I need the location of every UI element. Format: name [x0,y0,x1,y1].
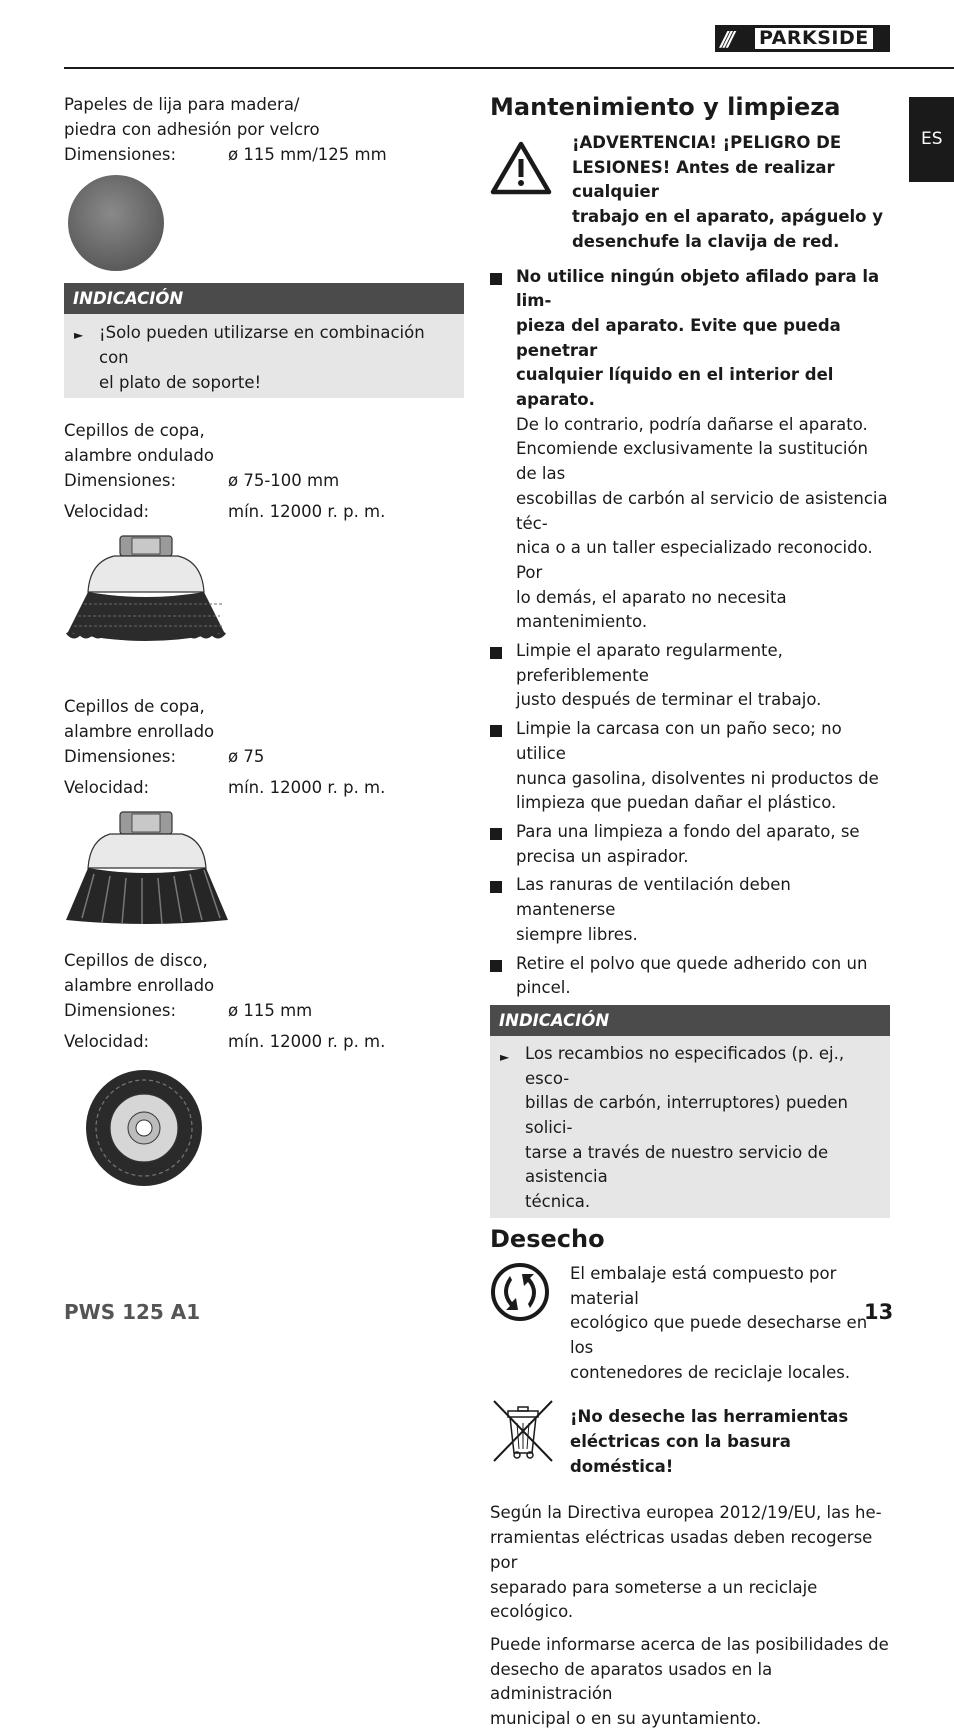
recycle-icon [490,1262,570,1386]
bullet-line: pincel. [516,978,571,998]
weee-block [490,1397,890,1479]
disposal-heading: Desecho [490,1224,605,1253]
bullet-line: Para una limpieza a fondo del aparato, se [516,821,860,841]
cup-twisted-section [64,694,464,936]
speed-label: Velocidad: [64,1032,150,1051]
bullet-line: nunca gasolina, disolventes ni productos de [516,768,879,788]
bullet-bold-line: pieza del aparato. Evite que pueda penetrar [516,315,841,360]
bullet-item [490,639,890,713]
sandpaper-disc-image [66,173,464,275]
note-line: técnica. [525,1192,591,1212]
warning-line: LESIONES! Antes de realizar cualquier [572,157,835,202]
logo-slashes: /// [721,26,731,51]
note-heading: INDICACIÓN [64,283,464,314]
bullet-line: escobillas de carbón al servicio de asistencia téc- [516,488,888,533]
directive-paragraph [490,1501,890,1625]
disc-twisted-speed-row [64,1029,464,1054]
bullet-line: limpieza que puedan dañar el plástico. [516,793,837,813]
note-text-line1: ¡Solo pueden utilizarse en combinación con [99,323,425,367]
cup-twisted-title-line2: alambre enrollado [64,722,215,741]
warning-text [572,131,890,255]
language-tab: ES [909,97,954,182]
note-text-line2: el plato de soporte! [99,373,262,392]
disc-twisted-dim-row [64,998,464,1023]
weee-line: eléctricas con la basura doméstica! [570,1432,791,1476]
paragraph-line: desecho de aparatos usados en la administración [490,1659,773,1704]
bullet-line: justo después de terminar el trabajo. [516,690,822,710]
page-number: 13 [864,1300,894,1324]
crossed-bin-icon [490,1397,570,1479]
recycle-line: contenedores de reciclaje locales. [570,1362,851,1382]
bullet-item [490,952,890,1001]
footer-model: PWS 125 A1 [64,1300,201,1324]
cup-wavy-speed-row [64,499,464,524]
speed-label: Velocidad: [64,502,150,521]
dim-value: ø 75-100 mm [228,471,340,490]
note-line: billas de carbón, interruptores) pueden solici- [525,1093,848,1138]
parkside-logo [715,25,890,52]
paragraph-line: rramientas eléctricas usadas deben recogerse por [490,1528,873,1572]
cup-wavy-title-line1: Cepillos de copa, [64,421,205,440]
bullet-line: nica o a un taller especializado reconocido. Por [516,538,873,582]
paragraph-line: municipal o en su ayuntamiento. [490,1709,762,1729]
maintenance-column [490,92,890,1732]
cup-wavy-section [64,418,464,682]
paragraph-line: Puede informarse acerca de las posibilidades de [490,1634,889,1654]
speed-value: mín. 12000 r. p. m. [228,502,386,521]
bullet-square-icon [490,265,516,636]
weee-line: ¡No deseche las herramientas [570,1407,849,1427]
note-body [490,1036,890,1218]
recycle-text [570,1262,890,1386]
dim-label: Dimensiones: [64,747,177,766]
recycle-line: ecológico que puede desecharse en los [570,1313,868,1357]
bullet-line: precisa un aspirador. [516,846,689,866]
sandpaper-dim-row [64,142,464,167]
bullet-line: Retire el polvo que quede adherido con un [516,953,868,973]
cup-brush-twisted-image [64,808,464,936]
recycle-block [490,1262,890,1386]
cup-twisted-title-line1: Cepillos de copa, [64,697,205,716]
bullet-bold-line: cualquier líquido en el interior del aparato. [516,365,834,410]
bullet-bold-line: No utilice ningún objeto afilado para la lim- [516,266,880,311]
bullet-line: Encomiende exclusivamente la sustitución de las [516,439,869,484]
note-box-right [490,1005,890,1218]
header-rule [64,67,954,69]
cup-brush-wavy-image [64,532,464,682]
bullet-line: lo demás, el aparato no necesita mantenimiento. [516,587,787,632]
paragraph-line: Según la Directiva europea 2012/19/EU, las he- [490,1503,882,1523]
disc-twisted-section [64,948,464,1190]
arrow-icon: ► [500,1049,510,1064]
bullet-square-icon [490,639,516,713]
weee-text [570,1397,890,1479]
warning-triangle-icon [490,131,572,255]
cup-twisted-dim-row [64,744,464,769]
bullet-item [490,820,890,869]
recycle-line: El embalaje está compuesto por material [570,1263,837,1308]
sandpaper-title-line1: Papeles de lija para madera/ [64,95,300,114]
bullet-square-icon [490,952,516,1001]
cup-twisted-speed-row [64,775,464,800]
disc-brush-image [82,1066,464,1190]
speed-value: mín. 12000 r. p. m. [228,1032,386,1051]
arrow-icon: ► [74,328,84,342]
dim-value: ø 115 mm/125 mm [228,145,387,164]
warning-line: trabajo en el aparato, apáguelo y [572,207,884,227]
maintenance-heading: Mantenimiento y limpieza [490,93,841,121]
bullet-item [490,717,890,816]
warning-line: desenchufe la clavija de red. [572,231,840,251]
logo-brand: PARKSIDE [755,28,873,49]
bullet-square-icon [490,717,516,816]
bullet-item [490,873,890,947]
disc-twisted-title-line1: Cepillos de disco, [64,951,208,970]
cup-wavy-title-line2: alambre ondulado [64,446,214,465]
sandpaper-title-line2: piedra con adhesión por velcro [64,120,320,139]
bullet-line: Limpie la carcasa con un paño seco; no utilice [516,719,842,763]
sandpaper-section [64,92,464,275]
bullet-line: Limpie el aparato regularmente, preferiblemente [516,641,783,685]
dim-label: Dimensiones: [64,145,177,164]
speed-value: mín. 12000 r. p. m. [228,778,386,797]
bullet-item [490,265,890,636]
note-heading: INDICACIÓN [490,1005,890,1036]
warning-line: ¡ADVERTENCIA! ¡PELIGRO DE [572,133,842,152]
note-line: tarse a través de nuestro servicio de asistencia [525,1142,829,1187]
warning-block [490,131,890,255]
note-line: Los recambios no especificados (p. ej., esco- [525,1043,845,1088]
paragraph-line: separado para someterse a un reciclaje ecológico. [490,1577,818,1622]
speed-label: Velocidad: [64,778,150,797]
cup-wavy-dim-row [64,468,464,493]
bullet-line: De lo contrario, podría dañarse el aparato. [516,414,868,434]
bullet-square-icon [490,873,516,947]
dim-value: ø 115 mm [228,1001,313,1020]
bullet-square-icon [490,820,516,869]
note-body [64,314,464,398]
dim-value: ø 75 [228,747,265,766]
note-box-left [64,283,464,398]
info-paragraph [490,1633,890,1732]
dim-label: Dimensiones: [64,471,177,490]
bullet-line: siempre libres. [516,924,638,944]
dim-label: Dimensiones: [64,1001,177,1020]
accessories-column [64,92,464,1190]
bullet-line: Las ranuras de ventilación deben mantenerse [516,875,791,920]
disc-twisted-title-line2: alambre enrollado [64,976,215,995]
